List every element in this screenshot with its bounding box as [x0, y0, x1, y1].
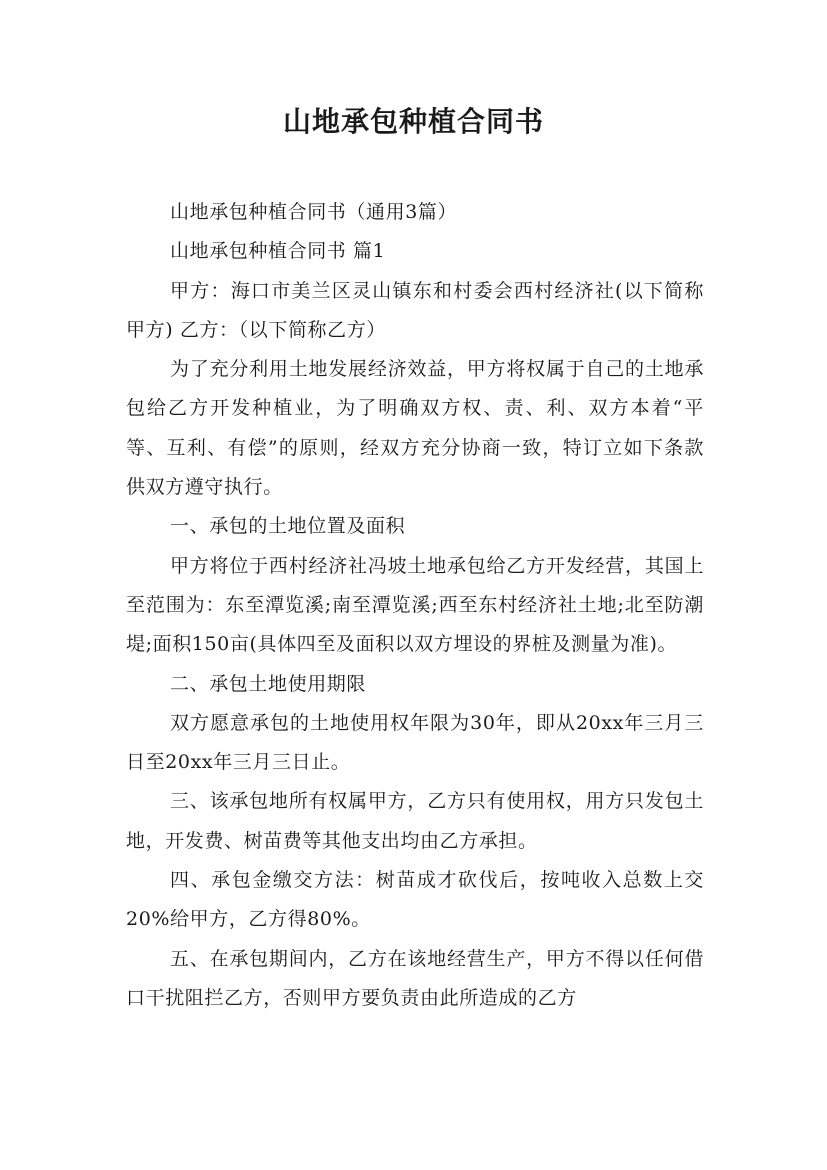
paragraph-term: 双方愿意承包的土地使用权年限为30年，即从20xx年三月三日至20xx年三月三日止。 — [126, 711, 704, 774]
paragraph-subtitle: 山地承包种植合同书（通用3篇） — [170, 201, 458, 223]
paragraph-parties: 甲方：海口市美兰区灵山镇东和村委会西村经济社(以下简称甲方) 乙方：（以下简称乙方） — [126, 279, 704, 341]
document-body — [126, 193, 704, 1018]
section-heading-term: 二、承包土地使用期限 — [170, 672, 367, 695]
paragraph-clause-3: 三、该承包地所有权属甲方，乙方只有使用权，用方只发包土地，开发费、树苗费等其他支出均由乙方承担。 — [126, 790, 704, 852]
section-heading-land-location: 一、承包的土地位置及面积 — [170, 515, 406, 538]
paragraph-clause-5: 五、在承包期间内，乙方在该地经营生产，甲方不得以任何借口干扰阻拦乙方，否则甲方要负责由此所造成的乙方 — [126, 947, 704, 1009]
paragraph-land-location: 甲方将位于西村经济社冯坡土地承包给乙方开发经营，其国上至范围为：东至潭览溪;南至潭览溪;西至东村经济社土地;北至防潮堤;面积150亩(具体四至及面积以双方埋设的界桩及测量为准)。 — [126, 554, 704, 656]
paragraph-clause-4: 四、承包金缴交方法：树苗成才砍伐后，按吨收入总数上交20%给甲方，乙方得80%。 — [126, 869, 704, 931]
document-title: 山地承包种植合同书 — [282, 105, 544, 138]
paragraph-chapter-heading: 山地承包种植合同书 篇1 — [170, 240, 386, 263]
paragraph-preamble: 为了充分利用土地发展经济效益，甲方将权属于自己的土地承包给乙方开发种植业，为了明确双方权、责、利、双方本着“平等、互利、有偿”的原则，经双方充分协商一致，特订立如下条款供双方遵守执行。 — [126, 358, 704, 499]
